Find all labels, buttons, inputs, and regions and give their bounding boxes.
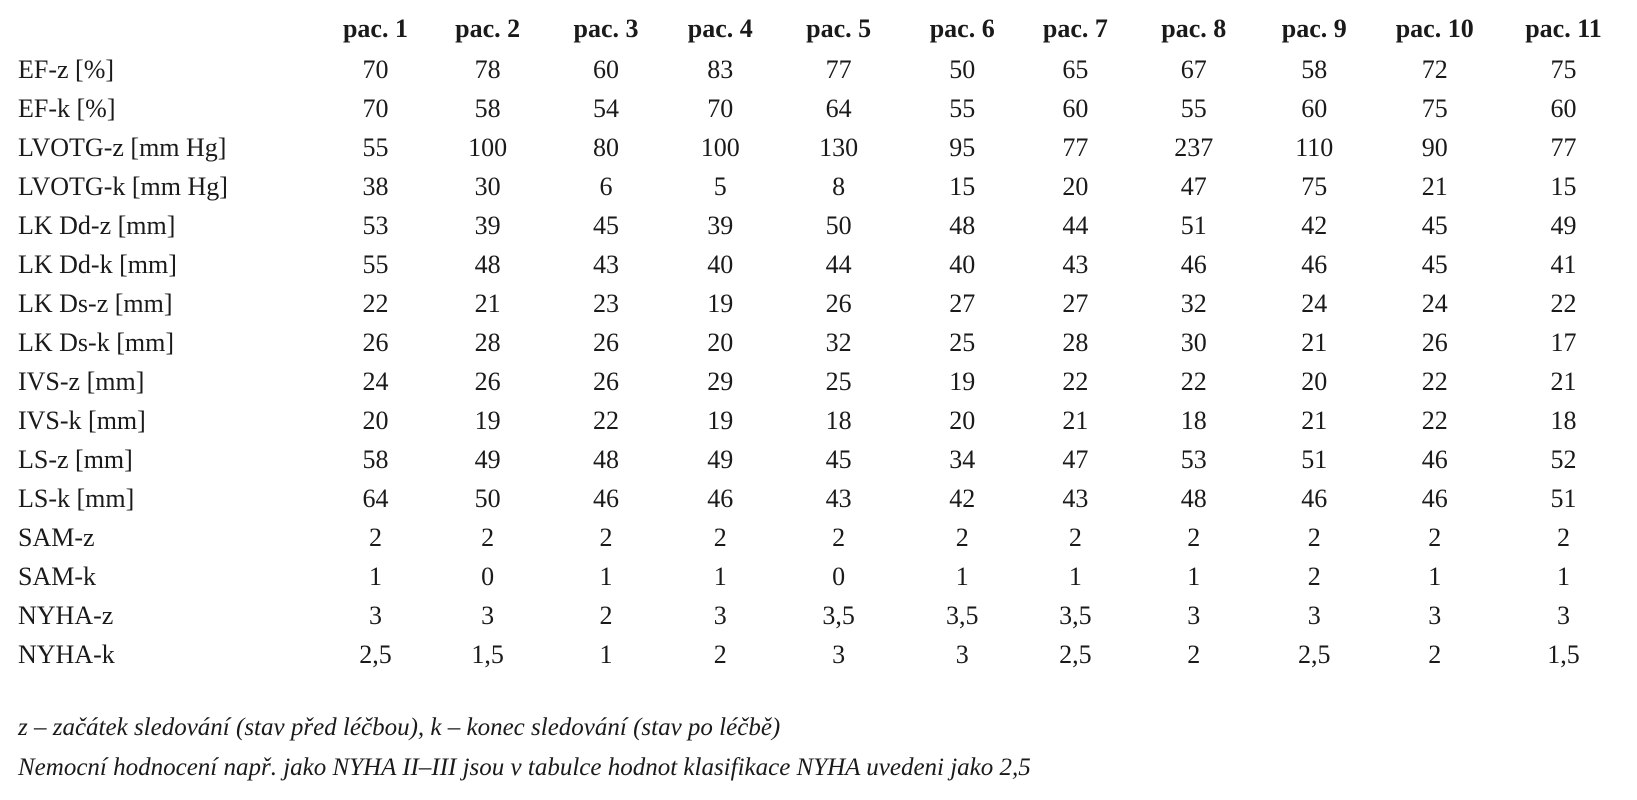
- table-cell: 60: [1062, 94, 1089, 123]
- table-cell: 1: [955, 562, 969, 591]
- table-cell: 46: [707, 484, 734, 513]
- table-cell: 67: [1180, 55, 1207, 84]
- table-cell: 1: [599, 562, 613, 591]
- table-cell: 64: [825, 94, 852, 123]
- row-label: LS-k [mm]: [18, 484, 135, 513]
- table-cell: 3: [368, 601, 382, 630]
- table-cell: 54: [593, 94, 619, 123]
- table-cell: 20: [1062, 172, 1089, 201]
- row-label: EF-z [%]: [18, 55, 115, 84]
- table-cell: 21: [1301, 406, 1328, 435]
- row-label: SAM-k: [18, 562, 97, 591]
- column-header: pac. 3: [573, 13, 639, 43]
- row-label: LVOTG-z [mm Hg]: [18, 133, 227, 162]
- note-nyha: Nemocní hodnocení např. jako NYHA II–III jsou v tabulce hodnot klasifikace NYHA uvedeni jako 2,5: [18, 754, 1031, 781]
- table-cell: 26: [593, 328, 619, 357]
- table-cell: 100: [700, 133, 740, 162]
- row-label: LVOTG-k [mm Hg]: [18, 172, 228, 201]
- table-cell: 15: [949, 172, 976, 201]
- table-cell: 78: [474, 55, 501, 84]
- table-cell: 39: [474, 211, 501, 240]
- table-cell: 50: [825, 211, 852, 240]
- table-cell: 2: [481, 523, 495, 552]
- row-label: LS-z [mm]: [18, 445, 133, 474]
- table-row: [12, 518, 1630, 557]
- column-header: pac. 11: [1525, 13, 1602, 43]
- table-cell: 43: [1062, 250, 1089, 279]
- table-cell: 58: [1301, 55, 1328, 84]
- table-cell: 2: [1068, 523, 1082, 552]
- row-label: LK Ds-k [mm]: [18, 328, 174, 357]
- table-cell: 2: [368, 523, 382, 552]
- table-cell: 80: [593, 133, 619, 162]
- row-label: LK Dd-k [mm]: [18, 250, 177, 279]
- table-cell: 22: [593, 406, 619, 435]
- table-cell: 3: [1557, 601, 1570, 630]
- column-header: pac. 7: [1042, 13, 1108, 43]
- column-header: pac. 4: [687, 13, 753, 43]
- table-cell: 2: [599, 523, 613, 552]
- table-cell: 3: [832, 640, 846, 669]
- table-cell: 100: [468, 133, 508, 162]
- table-cell: 77: [825, 55, 852, 84]
- table-cell: 49: [474, 445, 501, 474]
- table-cell: 18: [1180, 406, 1207, 435]
- table-row: [12, 362, 1630, 401]
- note-abbreviations: z – začátek sledování (stav před léčbou), k – konec sledování (stav po léčbě): [18, 714, 781, 741]
- row-label: EF-k [%]: [18, 94, 116, 123]
- table-cell: 2,5: [1059, 640, 1092, 669]
- table-cell: 32: [1180, 289, 1207, 318]
- table-row: [12, 50, 1630, 89]
- table-cell: 1: [713, 562, 727, 591]
- table-cell: 24: [362, 367, 389, 396]
- table-cell: 42: [949, 484, 976, 513]
- table-cell: 1,5: [1547, 640, 1580, 669]
- column-header: pac. 6: [929, 13, 995, 43]
- table-cell: 18: [825, 406, 852, 435]
- table-cell: 21: [1301, 328, 1328, 357]
- row-label: IVS-k [mm]: [18, 406, 146, 435]
- table-cell: 49: [1550, 211, 1577, 240]
- row-label: NYHA-k: [18, 640, 115, 669]
- table-cell: 90: [1421, 133, 1448, 162]
- table-cell: 50: [949, 55, 976, 84]
- table-notes: [18, 708, 1031, 788]
- table-row: [12, 206, 1630, 245]
- table-cell: 43: [1062, 484, 1089, 513]
- column-header: pac. 5: [806, 13, 872, 43]
- table-cell: 26: [362, 328, 389, 357]
- table-cell: 75: [1421, 94, 1448, 123]
- table-cell: 65: [1062, 55, 1089, 84]
- table-cell: 22: [1421, 406, 1448, 435]
- table-cell: 1: [1187, 562, 1201, 591]
- table-cell: 45: [825, 445, 852, 474]
- table-cell: 70: [707, 94, 734, 123]
- table-cell: 1,5: [471, 640, 504, 669]
- table-cell: 21: [474, 289, 501, 318]
- header-row: [12, 6, 1630, 50]
- table-cell: 46: [1421, 484, 1448, 513]
- table-cell: 23: [593, 289, 619, 318]
- table-cell: 17: [1550, 328, 1577, 357]
- table-cell: 3,5: [1059, 601, 1092, 630]
- table-cell: 2: [1557, 523, 1570, 552]
- row-label: LK Ds-z [mm]: [18, 289, 173, 318]
- table-cell: 58: [362, 445, 389, 474]
- table-cell: 48: [1180, 484, 1207, 513]
- table-cell: 1: [368, 562, 382, 591]
- table-cell: 48: [474, 250, 501, 279]
- table-cell: 26: [593, 367, 619, 396]
- table-cell: 40: [707, 250, 734, 279]
- table-cell: 22: [1180, 367, 1207, 396]
- table-cell: 2,5: [1297, 640, 1331, 669]
- table-cell: 30: [1180, 328, 1207, 357]
- table-cell: 20: [949, 406, 976, 435]
- table-cell: 95: [949, 133, 976, 162]
- table-cell: 70: [362, 94, 389, 123]
- table-cell: 53: [362, 211, 389, 240]
- table-cell: 22: [1421, 367, 1448, 396]
- table-cell: 3: [1187, 601, 1201, 630]
- table-cell: 19: [707, 406, 734, 435]
- table-cell: 3,5: [945, 601, 979, 630]
- table-cell: 30: [474, 172, 501, 201]
- table-cell: 25: [825, 367, 852, 396]
- table-body: [12, 50, 1630, 674]
- table-cell: 46: [593, 484, 619, 513]
- table-cell: 2: [1187, 640, 1201, 669]
- table-row: [12, 323, 1630, 362]
- table-cell: 77: [1550, 133, 1577, 162]
- table-cell: 2: [599, 601, 613, 630]
- table-cell: 20: [1301, 367, 1328, 396]
- table-cell: 42: [1301, 211, 1328, 240]
- table-cell: 130: [819, 133, 859, 162]
- table-cell: 32: [825, 328, 852, 357]
- table-cell: 20: [362, 406, 389, 435]
- table-cell: 3,5: [822, 601, 855, 630]
- table-row: [12, 284, 1630, 323]
- table-cell: 55: [362, 133, 389, 162]
- table-cell: 47: [1062, 445, 1089, 474]
- table-cell: 24: [1301, 289, 1328, 318]
- table-cell: 29: [707, 367, 734, 396]
- table-cell: 3: [955, 640, 969, 669]
- table-row: [12, 89, 1630, 128]
- table-cell: 6: [599, 172, 613, 201]
- table-cell: 60: [593, 55, 619, 84]
- table-cell: 0: [832, 562, 846, 591]
- row-label: SAM-z: [18, 523, 95, 552]
- table-cell: 3: [481, 601, 495, 630]
- row-label: IVS-z [mm]: [18, 367, 145, 396]
- table-cell: 48: [949, 211, 976, 240]
- table-cell: 83: [707, 55, 734, 84]
- table-cell: 26: [825, 289, 852, 318]
- table-cell: 41: [1550, 250, 1577, 279]
- table-cell: 38: [362, 172, 389, 201]
- table-cell: 2: [713, 640, 727, 669]
- table-cell: 44: [1062, 211, 1089, 240]
- table-cell: 75: [1550, 55, 1577, 84]
- table-cell: 2: [713, 523, 727, 552]
- table-row: [12, 128, 1630, 167]
- table-cell: 237: [1174, 133, 1214, 162]
- column-header: pac. 1: [342, 13, 408, 43]
- table-cell: 2: [955, 523, 969, 552]
- column-header: pac. 2: [455, 13, 521, 43]
- table-cell: 19: [707, 289, 734, 318]
- table-cell: 46: [1301, 484, 1328, 513]
- table-row: [12, 440, 1630, 479]
- table-cell: 48: [593, 445, 619, 474]
- table-cell: 5: [713, 172, 727, 201]
- table-header: [12, 6, 1630, 50]
- table-cell: 45: [1421, 211, 1448, 240]
- table-cell: 110: [1295, 133, 1334, 162]
- table-cell: 72: [1421, 55, 1448, 84]
- table-cell: 24: [1421, 289, 1448, 318]
- table-cell: 1: [1068, 562, 1082, 591]
- table-cell: 45: [593, 211, 619, 240]
- table-cell: 3: [713, 601, 727, 630]
- table-cell: 21: [1550, 367, 1577, 396]
- table-cell: 58: [474, 94, 501, 123]
- table-cell: 3: [1307, 601, 1321, 630]
- table-cell: 51: [1550, 484, 1577, 513]
- table-cell: 60: [1301, 94, 1328, 123]
- table-cell: 2: [1187, 523, 1201, 552]
- table-cell: 77: [1062, 133, 1089, 162]
- table-cell: 2,5: [359, 640, 392, 669]
- table-row: [12, 557, 1630, 596]
- table-cell: 44: [825, 250, 852, 279]
- table-row: [12, 596, 1630, 635]
- header-corner: [12, 6, 319, 50]
- column-header: pac. 10: [1395, 13, 1474, 43]
- table-cell: 26: [1421, 328, 1448, 357]
- table-cell: 28: [474, 328, 501, 357]
- table-cell: 2: [1307, 562, 1321, 591]
- table-cell: 22: [362, 289, 389, 318]
- table-cell: 50: [474, 484, 501, 513]
- table-row: [12, 167, 1630, 206]
- table-cell: 2: [1428, 523, 1442, 552]
- table-cell: 28: [1062, 328, 1089, 357]
- table-cell: 75: [1301, 172, 1328, 201]
- table-cell: 1: [1557, 562, 1570, 591]
- table-cell: 3: [1428, 601, 1442, 630]
- table-cell: 55: [362, 250, 389, 279]
- table-cell: 20: [707, 328, 734, 357]
- table-cell: 21: [1421, 172, 1448, 201]
- table-cell: 43: [593, 250, 619, 279]
- table-cell: 55: [1180, 94, 1207, 123]
- table-cell: 1: [599, 640, 613, 669]
- table-cell: 55: [949, 94, 976, 123]
- table-cell: 70: [362, 55, 389, 84]
- table-cell: 51: [1301, 445, 1328, 474]
- table-cell: 22: [1550, 289, 1577, 318]
- table-cell: 27: [1062, 289, 1089, 318]
- table-cell: 39: [707, 211, 734, 240]
- table-cell: 15: [1550, 172, 1577, 201]
- table-cell: 18: [1550, 406, 1577, 435]
- table-cell: 53: [1180, 445, 1207, 474]
- table-cell: 46: [1180, 250, 1207, 279]
- row-label: NYHA-z: [18, 601, 114, 630]
- table-cell: 2: [1307, 523, 1321, 552]
- table-row: [12, 635, 1630, 674]
- table-cell: 46: [1421, 445, 1448, 474]
- table-cell: 60: [1550, 94, 1577, 123]
- table-cell: 26: [474, 367, 501, 396]
- table-cell: 1: [1428, 562, 1442, 591]
- table-cell: 19: [474, 406, 501, 435]
- table-row: [12, 401, 1630, 440]
- table-cell: 0: [481, 562, 495, 591]
- table-cell: 51: [1180, 211, 1207, 240]
- table-cell: 21: [1062, 406, 1089, 435]
- table-cell: 22: [1062, 367, 1089, 396]
- table-cell: 27: [949, 289, 976, 318]
- table-cell: 64: [362, 484, 389, 513]
- table-cell: 47: [1180, 172, 1207, 201]
- table-cell: 2: [1428, 640, 1442, 669]
- table-cell: 2: [832, 523, 846, 552]
- table-cell: 34: [949, 445, 976, 474]
- table-cell: 49: [707, 445, 734, 474]
- table-cell: 25: [949, 328, 976, 357]
- table-cell: 45: [1421, 250, 1448, 279]
- table-cell: 46: [1301, 250, 1328, 279]
- column-header: pac. 9: [1281, 13, 1347, 43]
- table-cell: 19: [949, 367, 976, 396]
- row-label: LK Dd-z [mm]: [18, 211, 176, 240]
- table-cell: 52: [1550, 445, 1577, 474]
- column-header: pac. 8: [1161, 13, 1227, 43]
- table-cell: 8: [832, 172, 846, 201]
- patient-data-table: [12, 6, 1630, 674]
- table-row: [12, 479, 1630, 518]
- table-cell: 43: [825, 484, 852, 513]
- table-row: [12, 245, 1630, 284]
- table-cell: 40: [949, 250, 976, 279]
